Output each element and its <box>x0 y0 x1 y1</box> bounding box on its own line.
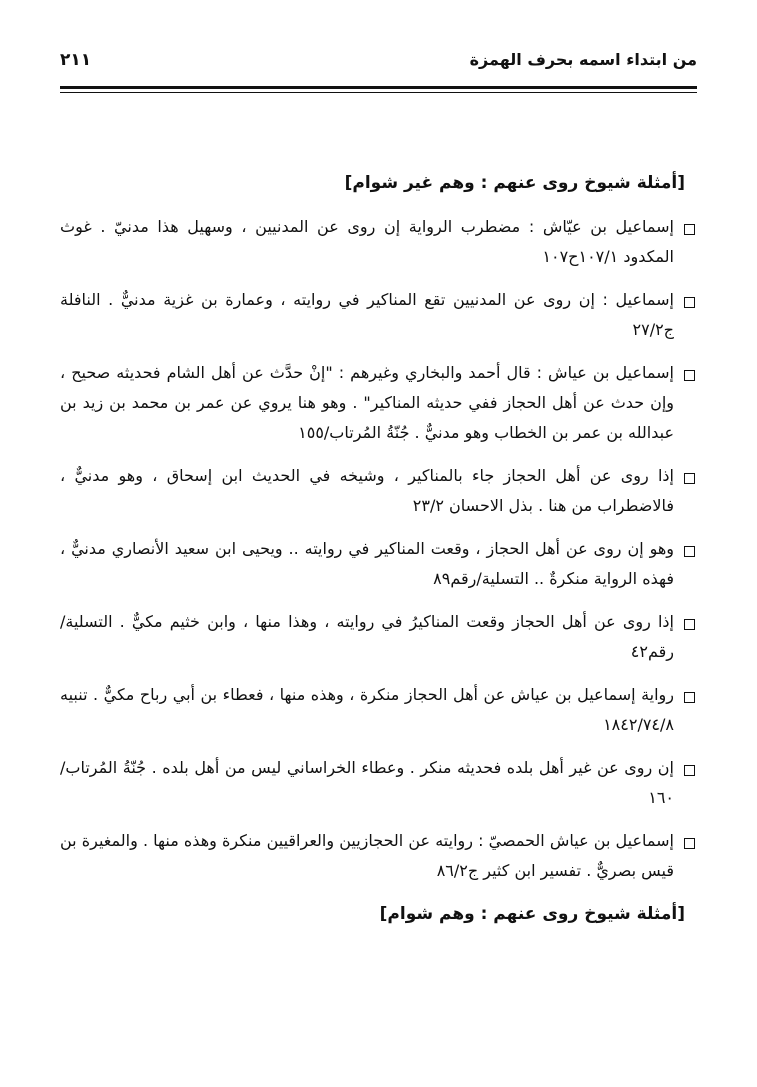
checkbox-icon <box>684 546 695 557</box>
list-item <box>60 753 695 813</box>
running-title: من ابتداء اسمه بحرف الهمزة <box>469 50 697 69</box>
checkbox-icon <box>684 838 695 849</box>
section-heading: [أمثلة شيوخ روى عنهم : وهم غير شوام] <box>344 173 685 193</box>
checkbox-icon <box>684 619 695 630</box>
entry-text: إسماعيل بن عياش : قال أحمد والبخاري وغيرهم : "إنْ حدَّث عن أهل الشام فحديثه صحيح ، وإن حدث عن أهل الحجاز ففي حديثه المناكير" . وهو هنا يروي عن عمر بن محمد بن زيد بن عبدالله بن عمر بن الخطاب وهو مدنيٌّ . جُنّةُ المُرتاب/١٥٥ <box>60 363 674 442</box>
list-item <box>60 826 695 886</box>
entry-text: إذا روى عن أهل الحجاز جاء بالمناكير ، وشيخه في الحديث ابن إسحاق ، وهو مدنيٌّ ، فالاضطراب من هنا . بذل الاحسان ٢٣/٢ <box>60 466 674 515</box>
entry-text: وهو إن روى عن أهل الحجاز ، وقعت المناكير في روايته .. ويحيى ابن سعيد الأنصاري مدنيٌّ ، فهذه الرواية منكرةٌ .. التسلية/رقم٨٩ <box>60 539 674 588</box>
header-rule-thick <box>60 86 697 89</box>
list-item <box>60 212 695 272</box>
checkbox-icon <box>684 297 695 308</box>
header-rule-thin <box>60 92 697 93</box>
entry-text: إسماعيل : إن روى عن المدنيين تقع المناكير في روايته ، وعمارة بن غزية مدنيٌّ . النافلة ج٢٧/٢ <box>60 290 674 339</box>
list-item <box>60 607 695 667</box>
entry-text: إسماعيل بن عيّاش : مضطرب الرواية إن روى عن المدنيين ، وسهيل هذا مدنيّ . غوث المكدود ١٠٧/١ح١٠٧ <box>60 217 674 266</box>
entry-text: رواية إسماعيل بن عياش عن أهل الحجاز منكرة ، وهذه منها ، فعطاء بن أبي رباح مكيٌّ . تنبيه ١٨٤٢/٧٤/٨ <box>60 685 674 734</box>
page-content <box>60 168 695 943</box>
list-item <box>60 285 695 345</box>
entry-text: إسماعيل بن عياش الحمصيّ : روايته عن الحجازيين والعراقيين منكرة وهذه منها . والمغيرة بن قيس بصريٌّ . تفسير ابن كثير ج٨٦/٢ <box>60 831 674 880</box>
checkbox-icon <box>684 224 695 235</box>
entry-text: إن روى عن غير أهل بلده فحديثه منكر . وعطاء الخراساني ليس من أهل بلده . جُنّةُ المُرتاب/١٦٠ <box>60 758 674 807</box>
checkbox-icon <box>684 692 695 703</box>
page-header <box>60 50 697 86</box>
list-item <box>60 534 695 594</box>
checkbox-icon <box>684 765 695 776</box>
checkbox-icon <box>684 473 695 484</box>
entry-text: إذا روى عن أهل الحجاز وقعت المناكيرُ في روايته ، وهذا منها ، وابن خثيم مكيٌّ . التسلية/رقم٤٢ <box>60 612 674 661</box>
list-item <box>60 461 695 521</box>
checkbox-icon <box>684 370 695 381</box>
list-item <box>60 358 695 448</box>
list-item <box>60 680 695 740</box>
section-heading-bottom: [أمثلة شيوخ روى عنهم : وهم شوام] <box>379 904 685 924</box>
page-number: ٢١١ <box>60 50 92 70</box>
